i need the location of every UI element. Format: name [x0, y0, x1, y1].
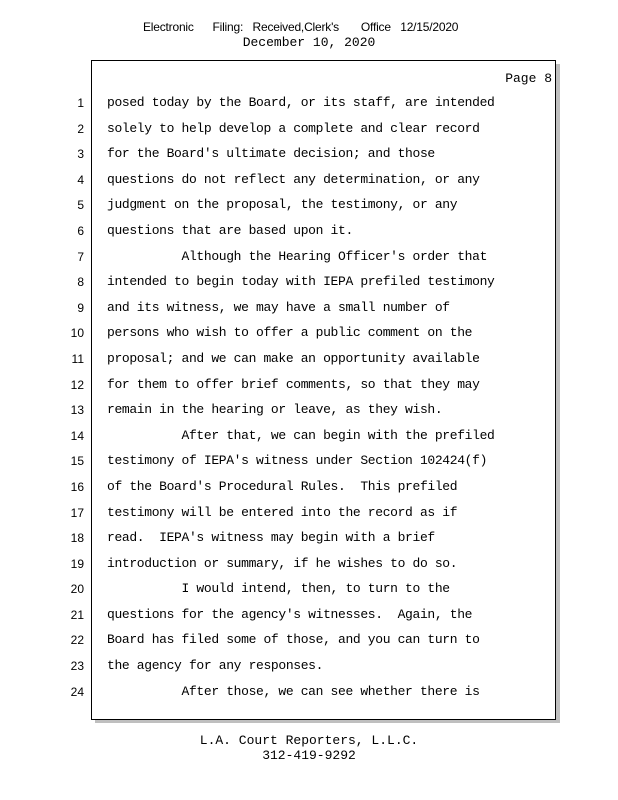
line-text: intended to begin today with IEPA prefiled testimony [107, 274, 495, 290]
transcript-line [0, 477, 618, 503]
line-number: 18 [70, 531, 84, 546]
line-text: remain in the hearing or leave, as they wish. [107, 402, 443, 418]
line-text: read. IEPA's witness may begin with a brief [107, 530, 435, 546]
transcript-line [0, 375, 618, 401]
line-text: persons who wish to offer a public comment on the [107, 325, 473, 341]
transcript-line [0, 400, 618, 426]
line-number: 24 [70, 684, 84, 699]
transcript-line [0, 656, 618, 682]
transcript-line [0, 247, 618, 273]
line-text: and its witness, we may have a small number of [107, 299, 450, 315]
line-text: testimony will be entered into the record as if [107, 504, 458, 520]
line-text: questions that are based upon it. [107, 222, 353, 238]
transcript-line [0, 272, 618, 298]
line-text: introduction or summary, if he wishes to do so. [107, 555, 458, 571]
line-number: 9 [77, 300, 84, 315]
line-number: 20 [70, 582, 84, 597]
line-text: After those, we can see whether there is [107, 683, 480, 699]
line-number: 10 [70, 326, 84, 341]
transcript-line [0, 298, 618, 324]
reporter-phone: 312-419-9292 [262, 748, 356, 763]
transcript-line [0, 503, 618, 529]
line-text: Although the Hearing Officer's order that [107, 248, 488, 264]
line-number: 3 [77, 147, 84, 162]
filing-stamp: Electronic Filing: Received,Clerk's Office 12/15/2020 [143, 20, 459, 34]
transcript-line [0, 93, 618, 119]
line-text: proposal; and we can make an opportunity available [107, 350, 480, 366]
line-text: testimony of IEPA's witness under Section 102424(f) [107, 453, 488, 469]
line-text: questions for the agency's witnesses. Again, the [107, 606, 473, 622]
transcript-line [0, 170, 618, 196]
line-text: for them to offer brief comments, so that they may [107, 376, 480, 392]
line-number: 21 [70, 607, 84, 622]
line-number: 13 [70, 403, 84, 418]
transcript-line [0, 144, 618, 170]
line-number: 1 [77, 96, 84, 110]
line-number: 14 [70, 428, 84, 443]
line-number: 19 [70, 556, 84, 571]
reporter-company: L.A. Court Reporters, L.L.C. [199, 733, 419, 748]
transcript-line [0, 451, 618, 477]
line-number: 23 [70, 659, 84, 674]
line-number: 6 [77, 223, 84, 238]
line-number: 2 [77, 121, 84, 136]
transcript-line [0, 221, 618, 247]
line-text: judgment on the proposal, the testimony, or any [107, 197, 458, 213]
transcript-line [0, 195, 618, 221]
transcript-line [0, 349, 618, 375]
line-text: questions do not reflect any determination, or any [107, 171, 480, 187]
transcript-lines [0, 93, 618, 707]
transcript-line [0, 426, 618, 452]
line-number: 12 [70, 377, 84, 392]
line-text: of the Board's Procedural Rules. This prefiled [107, 478, 458, 494]
line-text: the agency for any responses. [107, 658, 324, 674]
line-text: I would intend, then, to turn to the [107, 581, 450, 597]
footer [0, 733, 618, 763]
line-number: 22 [70, 633, 84, 648]
line-number: 17 [70, 505, 84, 520]
line-number: 8 [77, 275, 84, 290]
page-number: Page 8 [505, 71, 552, 86]
line-number: 4 [77, 172, 84, 187]
line-text: posed today by the Board, or its staff, are intended [107, 95, 495, 110]
transcript-line [0, 682, 618, 708]
transcript-line [0, 528, 618, 554]
line-number: 5 [77, 198, 84, 213]
line-text: After that, we can begin with the prefiled [107, 427, 495, 443]
transcript-line [0, 605, 618, 631]
line-number: 11 [71, 351, 84, 366]
line-number: 15 [70, 454, 84, 469]
transcript-line [0, 323, 618, 349]
line-number: 16 [70, 479, 84, 494]
line-text: solely to help develop a complete and clear record [107, 120, 480, 136]
line-text: Board has filed some of those, and you can turn to [107, 632, 480, 648]
transcript-line [0, 579, 618, 605]
transcript-line [0, 554, 618, 580]
transcript-line [0, 630, 618, 656]
line-number: 7 [77, 249, 84, 264]
line-text: for the Board's ultimate decision; and those [107, 146, 435, 162]
hearing-date: December 10, 2020 [242, 35, 376, 50]
transcript-line [0, 119, 618, 145]
